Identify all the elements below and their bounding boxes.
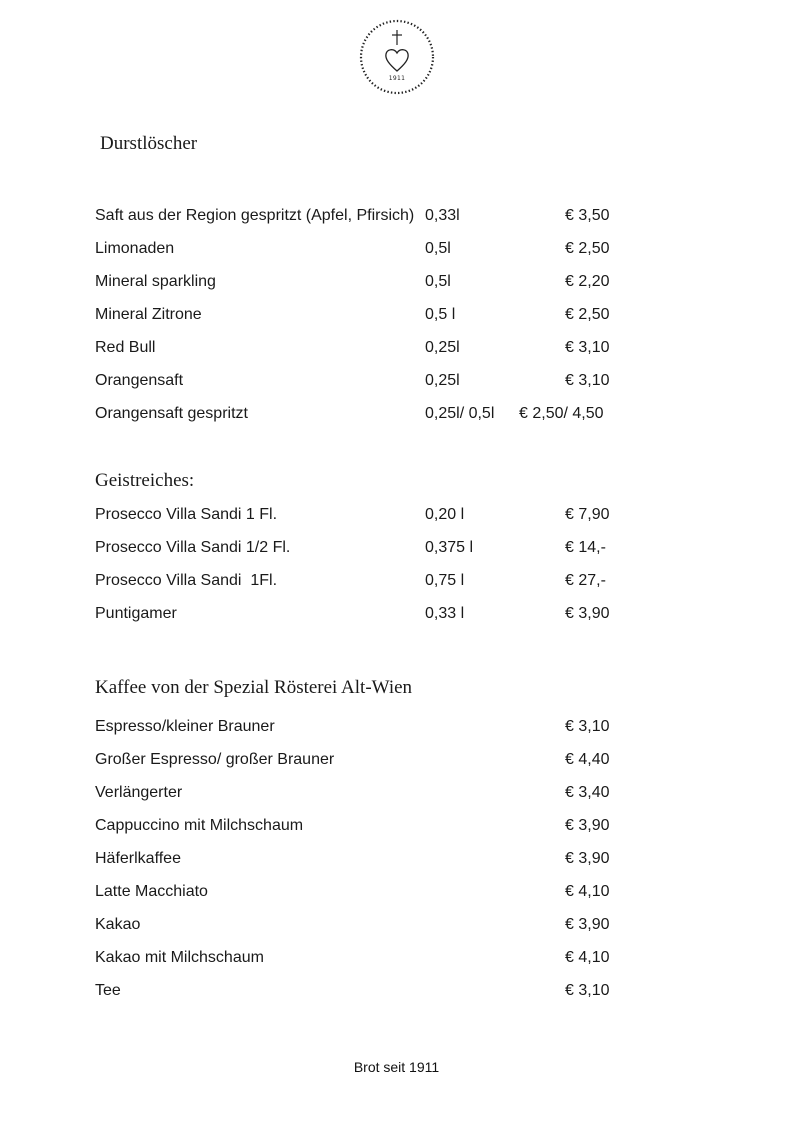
item-name: Mineral sparkling <box>95 273 216 290</box>
item-price: € 3,10 <box>565 339 610 356</box>
menu-item <box>95 503 635 527</box>
item-price: € 3,40 <box>565 784 610 801</box>
item-price: € 2,50 <box>565 240 610 257</box>
item-price: € 4,10 <box>565 883 610 900</box>
item-price: € 3,10 <box>565 372 610 389</box>
item-price: € 27,- <box>565 572 606 589</box>
item-name: Orangensaft gespritzt <box>95 405 248 422</box>
footer-text: Brot seit 1911 <box>353 1059 440 1075</box>
item-name: Prosecco Villa Sandi 1 Fl. <box>95 506 278 523</box>
item-price: € 14,- <box>565 539 606 556</box>
menu-item <box>95 748 635 772</box>
item-name: Prosecco Villa Sandi 1/2 Fl. <box>95 539 291 556</box>
item-size: 0,25l <box>425 372 460 389</box>
item-name: Espresso/kleiner Brauner <box>95 718 275 735</box>
item-name: Kakao mit Milchschaum <box>95 949 264 966</box>
item-price: € 3,10 <box>565 718 610 735</box>
item-size: 0,20 l <box>425 506 465 523</box>
menu-item <box>95 602 635 626</box>
menu-item <box>95 847 635 871</box>
menu-item <box>95 204 635 228</box>
menu-item <box>95 913 635 937</box>
menu-item <box>95 402 635 426</box>
item-name: Verlängerter <box>95 784 183 801</box>
item-price: € 4,10 <box>565 949 610 966</box>
item-size: 0,375 l <box>425 539 474 556</box>
item-price: € 3,90 <box>565 817 610 834</box>
item-name: Häferlkaffee <box>95 850 181 867</box>
logo-seal <box>359 19 435 95</box>
item-size: 0,5 l <box>425 306 456 323</box>
item-name: Prosecco Villa Sandi 1Fl. <box>95 572 278 589</box>
item-size: 0,25l <box>425 339 460 356</box>
logo-year: 1911 <box>388 75 406 82</box>
menu-item <box>95 569 635 593</box>
item-price: € 4,40 <box>565 751 610 768</box>
item-name: Latte Macchiato <box>95 883 208 900</box>
item-price: € 3,10 <box>565 982 610 999</box>
item-price: € 3,90 <box>565 605 610 622</box>
item-size: 0,5l <box>425 240 451 257</box>
menu-item <box>95 814 635 838</box>
item-size: 0,33l <box>425 207 460 224</box>
menu-item <box>95 336 635 360</box>
menu-item <box>95 303 635 327</box>
item-name: Orangensaft <box>95 372 184 389</box>
menu-item <box>95 979 635 1003</box>
menu-item <box>95 237 635 261</box>
item-name: Red Bull <box>95 339 156 356</box>
item-name: Mineral Zitrone <box>95 306 202 323</box>
item-price: € 3,50 <box>565 207 610 224</box>
item-name: Kakao <box>95 916 141 933</box>
item-name: Cappuccino mit Milchschaum <box>95 817 304 834</box>
item-price: € 3,90 <box>565 850 610 867</box>
section-title-kaffee: Kaffee von der Spezial Rösterei Alt-Wien <box>95 677 413 698</box>
section-title-durstloescher: Durstlöscher <box>100 133 198 154</box>
menu-item <box>95 270 635 294</box>
menu-item <box>95 536 635 560</box>
item-size: 0,75 l <box>425 572 465 589</box>
menu-item <box>95 946 635 970</box>
item-size: 0,25l/ 0,5l <box>425 405 495 422</box>
item-name: Großer Espresso/ großer Brauner <box>95 751 335 768</box>
item-price: € 2,20 <box>565 273 610 290</box>
item-price: € 7,90 <box>565 506 610 523</box>
item-size: 0,5l <box>425 273 451 290</box>
menu-item <box>95 369 635 393</box>
item-size: 0,33 l <box>425 605 465 622</box>
menu-item <box>95 880 635 904</box>
item-price: € 2,50/ 4,50 <box>519 405 604 422</box>
item-name: Tee <box>95 982 121 999</box>
menu-item <box>95 781 635 805</box>
cross-heart-icon <box>359 19 435 95</box>
section-title-geistreiches: Geistreiches: <box>95 470 195 491</box>
menu-item <box>95 715 635 739</box>
item-price: € 2,50 <box>565 306 610 323</box>
item-name: Saft aus der Region gespritzt (Apfel, Pfirsich) <box>95 207 415 224</box>
item-price: € 3,90 <box>565 916 610 933</box>
item-name: Puntigamer <box>95 605 177 622</box>
item-name: Limonaden <box>95 240 175 257</box>
